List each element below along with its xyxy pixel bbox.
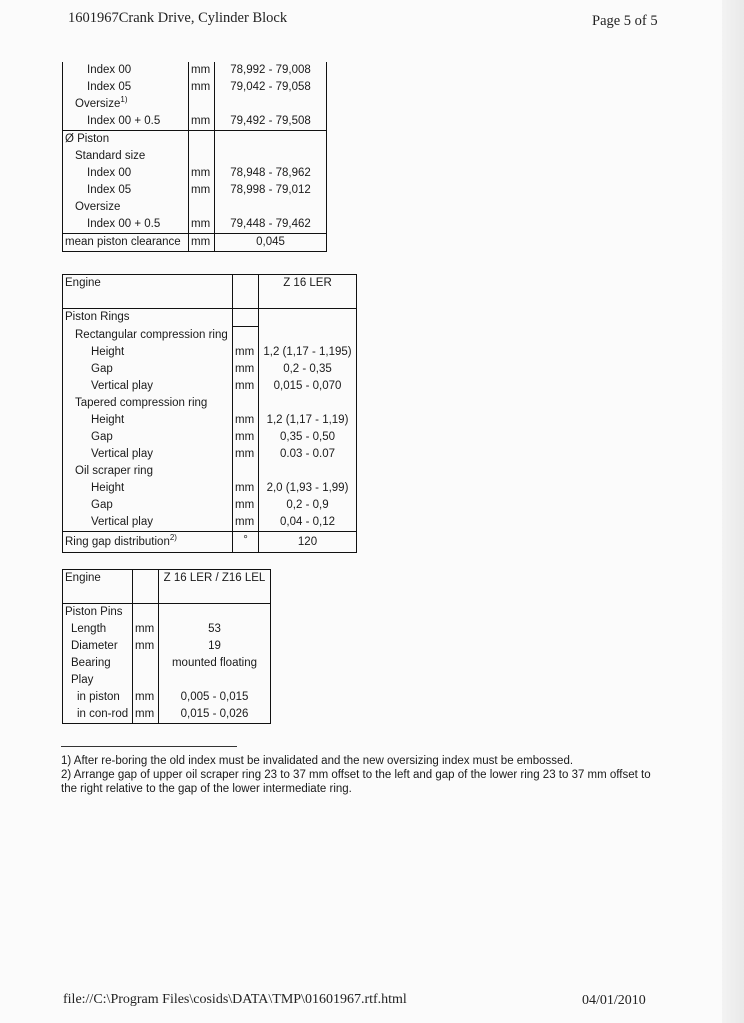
table-row [63,604,271,622]
row-value: 1,2 (1,17 - 1,195) [259,344,357,361]
row-value: 0,35 - 0,50 [259,429,357,446]
footnote-1: 1) After re-boring the old index must be invalidated and the new oversizing index must be embossed. [61,755,574,767]
row-value: 78,948 - 78,962 [215,165,327,182]
row-unit [189,131,215,149]
table-row [63,361,357,378]
table-row [63,344,357,361]
table-row [63,689,271,706]
table-row [63,638,271,655]
table-row [63,113,327,131]
row-unit: mm [233,429,259,446]
row-unit [233,395,259,412]
row-value [259,395,357,412]
table-row [63,429,357,446]
engine-value: Z 16 LER [259,275,357,297]
row-unit: mm [189,62,215,79]
row-label: Vertical play [63,514,233,532]
row-label: Index 00 [63,62,189,79]
row-label: Bearing [63,655,133,672]
row-unit: mm [189,216,215,234]
table-row [63,131,327,149]
engine-unit-cell [233,275,259,297]
row-value [259,309,357,327]
table-row [63,621,271,638]
row-unit [233,327,259,345]
table-row [63,62,327,79]
row-value: 79,492 - 79,508 [215,113,327,131]
table-row [63,412,357,429]
scan-edge [722,0,744,1023]
row-label: Standard size [63,148,189,165]
row-unit: mm [233,497,259,514]
table-row [63,463,357,480]
row-value: 0,045 [215,234,327,252]
row-label: Diameter [63,638,133,655]
row-unit: mm [133,706,159,724]
row-label: Oversize [63,199,189,216]
row-unit: mm [233,446,259,463]
row-unit: mm [133,621,159,638]
row-unit [189,148,215,165]
row-unit [133,604,159,622]
footnote-ref: 2) [169,532,177,542]
engine-unit-cell [133,570,159,592]
table-row [63,182,327,199]
row-label: Index 00 + 0.5 [63,113,189,131]
row-unit [133,672,159,689]
row-label: Tapered compression ring [63,395,233,412]
row-label: Oil scraper ring [63,463,233,480]
row-unit [189,96,215,113]
table-row [63,446,357,463]
row-value [215,96,327,113]
engine-label: Engine [63,275,233,297]
file-path: file://C:\Program Files\cosids\DATA\TMP\01601967.rtf.html [63,992,407,1007]
row-label [63,532,233,553]
row-unit: mm [233,344,259,361]
row-label: Height [63,480,233,497]
table-row [63,497,357,514]
row-label: Height [63,344,233,361]
row-unit: mm [189,182,215,199]
spacer-row [63,591,271,604]
print-date: 04/01/2010 [582,993,646,1008]
table-row [63,514,357,532]
engine-header-row [63,275,357,297]
row-value: 79,042 - 79,058 [215,79,327,96]
table-row [63,395,357,412]
table-row [63,706,271,724]
row-label: Gap [63,497,233,514]
row-unit: mm [133,638,159,655]
table-row [63,165,327,182]
row-label-text: Ring gap distribution [65,535,170,548]
row-label: Gap [63,361,233,378]
engine-header-row [63,570,271,592]
row-value: 0.03 - 0.07 [259,446,357,463]
table-row [63,309,357,327]
row-unit: mm [233,361,259,378]
row-unit: mm [133,689,159,706]
row-unit: mm [233,480,259,497]
table-row [63,216,327,234]
table-row [63,148,327,165]
table-row [63,378,357,395]
row-value: 0,015 - 0,026 [159,706,271,724]
document-title: 1601967Crank Drive, Cylinder Block [68,10,288,26]
row-value [215,131,327,149]
row-label: Gap [63,429,233,446]
row-value: mounted floating [159,655,271,672]
row-value: 78,992 - 79,008 [215,62,327,79]
row-label: Height [63,412,233,429]
row-value: 79,448 - 79,462 [215,216,327,234]
row-label: Piston Pins [63,604,133,622]
row-unit [233,309,259,327]
row-label: Index 05 [63,79,189,96]
row-value: 19 [159,638,271,655]
row-value [159,604,271,622]
row-value: 0,04 - 0,12 [259,514,357,532]
row-value [259,463,357,480]
page-number: Page 5 of 5 [592,13,658,29]
row-value: 0,015 - 0,070 [259,378,357,395]
table-row [63,199,327,216]
footnote-ref: 1) [120,95,128,105]
row-unit [189,199,215,216]
row-value: 2,0 (1,93 - 1,99) [259,480,357,497]
row-value: 1,2 (1,17 - 1,19) [259,412,357,429]
row-unit [233,463,259,480]
row-unit: mm [189,234,215,252]
row-label: Index 00 [63,165,189,182]
row-label: Ø Piston [63,131,189,149]
row-value: 53 [159,621,271,638]
table-row [63,96,327,113]
row-label: in con-rod [63,706,133,724]
row-label: Index 00 + 0.5 [63,216,189,234]
spacer-row [63,296,357,309]
table-row [63,655,271,672]
row-value [159,672,271,689]
row-label: Rectangular compression ring [63,327,233,345]
row-value: 0,2 - 0,9 [259,497,357,514]
row-label: in piston [63,689,133,706]
piston-diameter-table [62,62,327,252]
row-value: 0,005 - 0,015 [159,689,271,706]
row-label: Play [63,672,133,689]
row-value [215,148,327,165]
piston-pins-table [62,569,271,724]
row-label: Index 05 [63,182,189,199]
piston-rings-table [62,274,357,553]
row-label: Length [63,621,133,638]
row-unit: mm [189,79,215,96]
row-label: Vertical play [63,378,233,395]
row-label [63,96,189,113]
table-row [63,532,357,553]
row-value: 120 [259,532,357,553]
row-unit: mm [233,514,259,532]
table-row [63,480,357,497]
table-row [63,79,327,96]
engine-label: Engine [63,570,133,592]
row-unit [133,655,159,672]
row-unit: mm [233,378,259,395]
row-unit: mm [189,165,215,182]
row-unit: mm [189,113,215,131]
row-unit: mm [233,412,259,429]
row-value [259,327,357,345]
footnote-divider [61,746,237,747]
row-value [215,199,327,216]
row-label: Piston Rings [63,309,233,327]
footnote-2: 2) Arrange gap of upper oil scraper ring 23 to 37 mm offset to the left and gap of the lower ring 23 to 37 mm offset to the right relative to the gap of the lower intermediate ring. [61,769,651,795]
row-label: Vertical play [63,446,233,463]
row-label: mean piston clearance [63,234,189,252]
row-value: 78,998 - 79,012 [215,182,327,199]
table-row [63,672,271,689]
row-label-text: Oversize [75,98,121,110]
table-row [63,234,327,252]
table-row [63,327,357,345]
row-unit: ° [233,532,259,553]
row-value: 0,2 - 0,35 [259,361,357,378]
engine-value: Z 16 LER / Z16 LEL [159,570,271,592]
